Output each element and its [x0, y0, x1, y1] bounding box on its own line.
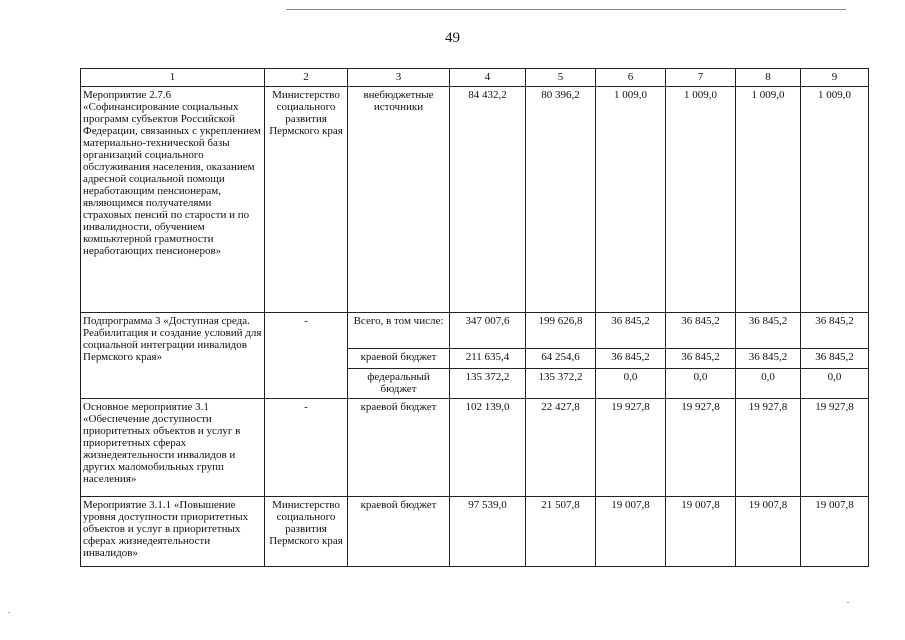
scan-speck [8, 612, 10, 613]
funding-source-cell: федеральный бюджет [348, 369, 450, 399]
value-cell: 84 432,2 [450, 87, 526, 313]
column-header: 1 [81, 69, 265, 87]
funding-source-cell: краевой бюджет [348, 497, 450, 567]
column-header: 6 [596, 69, 666, 87]
table-row [81, 399, 869, 497]
value-cell: 36 845,2 [666, 313, 736, 349]
column-number-row [81, 69, 869, 87]
value-cell: 36 845,2 [736, 313, 801, 349]
value-cell: 1 009,0 [801, 87, 869, 313]
value-cell: 1 009,0 [666, 87, 736, 313]
activity-name-cell: Основное мероприятие 3.1 «Обеспечение доступности приоритетных объектов и услуг в приоритетных сферах жизнедеятельности инвалидов и других маломобильных групп населения» [81, 399, 265, 497]
column-header: 4 [450, 69, 526, 87]
value-cell: 80 396,2 [526, 87, 596, 313]
table-row [81, 497, 869, 567]
activity-name-cell: Подпрограмма 3 «Доступная среда. Реабилитация и создание условий для социальной интеграции инвалидов Пермского края» [81, 313, 265, 399]
value-cell: 102 139,0 [450, 399, 526, 497]
value-cell: 21 507,8 [526, 497, 596, 567]
value-cell: 19 007,8 [596, 497, 666, 567]
value-cell: 36 845,2 [666, 349, 736, 369]
column-header: 8 [736, 69, 801, 87]
value-cell: 19 927,8 [801, 399, 869, 497]
column-header: 7 [666, 69, 736, 87]
value-cell: 36 845,2 [736, 349, 801, 369]
value-cell: 0,0 [736, 369, 801, 399]
column-header: 5 [526, 69, 596, 87]
value-cell: 135 372,2 [450, 369, 526, 399]
executor-cell: Министерство социального развития Пермского края [265, 87, 348, 313]
value-cell: 36 845,2 [596, 349, 666, 369]
value-cell: 64 254,6 [526, 349, 596, 369]
value-cell: 19 007,8 [666, 497, 736, 567]
value-cell: 199 626,8 [526, 313, 596, 349]
value-cell: 97 539,0 [450, 497, 526, 567]
value-cell: 0,0 [596, 369, 666, 399]
value-cell: 36 845,2 [801, 313, 869, 349]
column-header: 2 [265, 69, 348, 87]
value-cell: 22 427,8 [526, 399, 596, 497]
budget-table [80, 68, 869, 567]
value-cell: 19 007,8 [801, 497, 869, 567]
value-cell: 1 009,0 [596, 87, 666, 313]
column-header: 9 [801, 69, 869, 87]
table-row [81, 313, 869, 349]
value-cell: 36 845,2 [801, 349, 869, 369]
scan-speck [847, 602, 849, 603]
funding-source-cell: Всего, в том числе: [348, 313, 450, 349]
value-cell: 19 927,8 [736, 399, 801, 497]
activity-name-cell: Мероприятие 2.7.6 «Софинансирование социальных программ субъектов Российской Федерации, связанных с укреплением материально-технической базы организаций социального обслуживания населения, оказанием адресной социальной помощи неработающим пенсионерам, являющимся получателями страховых пенсий по старости и по инвалидности, обучением компьютерной грамотности неработающих пенсионеров» [81, 87, 265, 313]
value-cell: 135 372,2 [526, 369, 596, 399]
value-cell: 0,0 [801, 369, 869, 399]
activity-name-cell: Мероприятие 3.1.1 «Повышение уровня доступности приоритетных объектов и услуг в приоритетных сферах жизнедеятельности инвалидов» [81, 497, 265, 567]
top-rule [286, 9, 846, 10]
value-cell: 19 007,8 [736, 497, 801, 567]
executor-cell: - [265, 399, 348, 497]
funding-source-cell: краевой бюджет [348, 399, 450, 497]
funding-source-cell: внебюджетные источники [348, 87, 450, 313]
value-cell: 1 009,0 [736, 87, 801, 313]
executor-cell: - [265, 313, 348, 399]
value-cell: 36 845,2 [596, 313, 666, 349]
funding-source-cell: краевой бюджет [348, 349, 450, 369]
value-cell: 347 007,6 [450, 313, 526, 349]
value-cell: 19 927,8 [666, 399, 736, 497]
value-cell: 0,0 [666, 369, 736, 399]
page-number: 49 [445, 30, 460, 46]
value-cell: 19 927,8 [596, 399, 666, 497]
column-header: 3 [348, 69, 450, 87]
table-row [81, 87, 869, 313]
executor-cell: Министерство социального развития Пермского края [265, 497, 348, 567]
value-cell: 211 635,4 [450, 349, 526, 369]
